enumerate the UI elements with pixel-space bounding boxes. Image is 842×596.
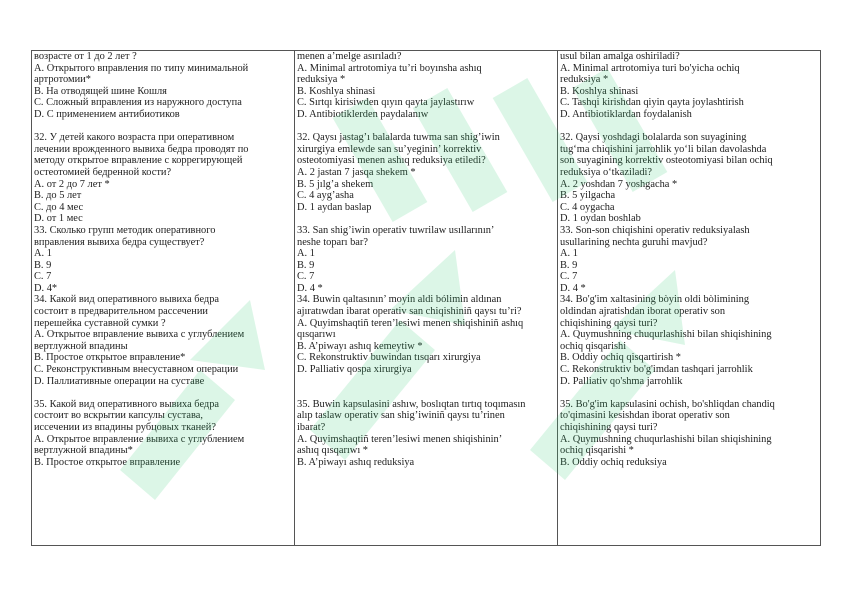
text-line: chiqishining qaysi turi? bbox=[560, 422, 658, 433]
text-line: А. 1 bbox=[34, 248, 52, 260]
text-line: reduksiya * bbox=[297, 74, 346, 86]
text-line: C. 4 oygacha bbox=[560, 201, 615, 213]
text-line: qısqarıwı bbox=[297, 329, 336, 341]
text-line: to'qimasini kesishdan iborat operativ son bbox=[560, 410, 730, 422]
text-line: 34. Какой вид оперативного вывиха бедра bbox=[34, 294, 220, 306]
text-line: oldindan ajratishdan iborat operativ son bbox=[560, 306, 726, 318]
column-uzbek-text bbox=[560, 51, 818, 545]
question-table bbox=[31, 50, 821, 546]
text-line: A. Quyimshaqtiñ teren’lesiwi menen shiqishinin’ bbox=[297, 433, 503, 445]
text-line: ajıratıwdan ibarat operativ san chiqishiniñ qaysı tu’ri? bbox=[297, 306, 522, 318]
text-line bbox=[34, 121, 292, 133]
text-line: ashıq qısqarıwı * bbox=[297, 445, 368, 457]
text-line: 32. Qaysı jastag’ı balalarda tuwma san shig’iwin bbox=[297, 132, 500, 144]
text-line: B. Oddiy ochiq reduksiya bbox=[560, 456, 667, 468]
text-line: артротомии* bbox=[34, 74, 91, 86]
text-line bbox=[560, 121, 818, 133]
text-line: B. Koshlya shinasi bbox=[560, 85, 639, 97]
text-line: B. A’piwayı ashıq kemeytiw * bbox=[297, 340, 423, 352]
text-line: usul bilan amalga oshiriladi? bbox=[560, 51, 680, 62]
text-line: D. от 1 мес bbox=[34, 213, 83, 225]
text-line: D. Palliativ qo'shma jarrohlik bbox=[560, 375, 683, 387]
text-line: B. Koshlya shinasi bbox=[297, 85, 376, 97]
text-line: возрасте от 1 до 2 лет ? bbox=[34, 51, 137, 62]
text-line: A. Quymushning chuqurlashishi bilan shiqishining bbox=[560, 433, 772, 445]
text-line: остеотомией бедренной кости? bbox=[34, 166, 172, 178]
text-line: D. Паллиативные операции на суставе bbox=[34, 375, 205, 387]
text-line: В. Простое открытое вправление bbox=[34, 456, 181, 468]
text-line: 35. Какой вид оперативного вывиха бедра bbox=[34, 398, 220, 410]
text-line: лечении врожденного вывиха бедра проводят по bbox=[34, 143, 249, 155]
text-line: D. 1 oydan boshlab bbox=[560, 213, 641, 225]
text-line: B. 9 bbox=[560, 259, 578, 271]
text-line: 34. Bo'g'im xaltasining bòyin oldi bòlimining bbox=[560, 294, 750, 306]
text-line: A. Quymushning chuqurlashishi bilan shiqishining bbox=[560, 329, 772, 341]
text-line: ochiq qisqarishi * bbox=[560, 445, 634, 457]
text-line: C. 7 bbox=[297, 271, 315, 283]
text-line: C. Rekonstruktiv buwindan tısqarı xirurgiya bbox=[297, 352, 481, 364]
text-line: вертлужной впадины bbox=[34, 340, 128, 352]
text-line: 32. Qaysi yoshdagi bolalarda son suyagining bbox=[560, 132, 747, 144]
text-line: D. Palliativ qospa xirurgiya bbox=[297, 364, 412, 376]
text-line: С. до 4 мес bbox=[34, 201, 84, 213]
text-line bbox=[297, 387, 555, 399]
text-line: menen a’melge asırıladı? bbox=[297, 51, 402, 62]
text-line bbox=[560, 387, 818, 399]
text-line: В. до 5 лет bbox=[34, 190, 82, 202]
text-line: reduksiya * bbox=[560, 74, 609, 86]
text-line: A. 1 bbox=[297, 248, 315, 260]
text-line: 32. У детей какого возраста при оперативном bbox=[34, 132, 235, 144]
text-line: С. Сложный вправления из наружного доступа bbox=[34, 97, 242, 109]
text-line: A. Minimal artrotomiya turi bo'yicha ochiq bbox=[560, 62, 740, 74]
text-line: В. Простое открытое вправление* bbox=[34, 352, 186, 364]
column-karakalpak bbox=[295, 51, 558, 546]
text-line: chiqishining qaysi turi? bbox=[560, 317, 658, 329]
text-line: 35. Bo'g'im kapsulasini ochish, bo'shliqdan chandiq bbox=[560, 398, 775, 410]
text-line: C. 4 ayg’asha bbox=[297, 190, 354, 202]
text-line: B. A’piwayı ashıq reduksiya bbox=[297, 456, 415, 468]
text-line: reduksiya o‘tkaziladi? bbox=[560, 166, 653, 178]
text-line: 35. Buwin kapsulasini ashıw, boslıqtan tırtıq toqımasın bbox=[297, 398, 526, 410]
text-line: D. 4 * bbox=[297, 282, 323, 294]
text-line: вертлужной впадины* bbox=[34, 445, 133, 457]
text-line: вправления вывиха бедра существует? bbox=[34, 236, 205, 248]
text-line: ochiq qisqarishi bbox=[560, 340, 627, 352]
text-line bbox=[34, 387, 292, 399]
column-russian bbox=[32, 51, 295, 546]
text-line: A. Minimal artrotomiya tu’ri boyınsha ashıq bbox=[297, 62, 482, 74]
text-line bbox=[297, 376, 555, 388]
text-line: A. 1 bbox=[560, 248, 578, 260]
text-line: D. Antibiotiklardan foydalanish bbox=[560, 108, 692, 120]
text-line: В. 9 bbox=[34, 259, 52, 271]
text-line: 33. Son-son chiqishini operativ reduksiyalash bbox=[560, 224, 750, 236]
text-line: D. Antibiotiklerden paydalanıw bbox=[297, 108, 429, 120]
text-line: С. Реконструктивным внесуставном операции bbox=[34, 364, 239, 376]
text-line: 33. Сколько групп методик оперативного bbox=[34, 224, 216, 236]
text-line: alıp taslaw operativ san shig’iwiniñ qaysı tu’rinen bbox=[297, 410, 505, 422]
text-line: перешейка суставной сумки ? bbox=[34, 317, 166, 329]
text-line: ibarat? bbox=[297, 422, 326, 433]
text-line: C. Rekonstruktiv bo'g'imdan tashqari jarrohlik bbox=[560, 364, 753, 376]
text-line: B. 5 yilgacha bbox=[560, 190, 616, 202]
text-line: B. 5 jılg’a shekem bbox=[297, 178, 374, 190]
text-line: A. Quyimshaqtiñ teren’lesiwi menen shiqishiniñ ashıq bbox=[297, 317, 524, 329]
text-line: состоит в предварительном рассечении bbox=[34, 306, 208, 318]
table-row bbox=[32, 51, 821, 546]
text-line: 34. Buwin qaltasının’ moyin aldi bólimin aldınan bbox=[297, 294, 502, 306]
text-line: C. 7 bbox=[560, 271, 578, 283]
text-line: B. 9 bbox=[297, 259, 315, 271]
text-line: А. Открытое вправление вывиха с углублением bbox=[34, 329, 245, 341]
column-russian-text bbox=[34, 51, 292, 545]
text-line: son suyagining korrektiv osteotomiyasi bilan ochiq bbox=[560, 155, 773, 167]
column-uzbek bbox=[558, 51, 821, 546]
text-line: neshe toparı bar? bbox=[297, 236, 368, 248]
text-line: D. С применением антибиотиков bbox=[34, 108, 180, 120]
text-line bbox=[297, 213, 555, 225]
text-line: D. 4 * bbox=[560, 282, 586, 294]
text-line: xirurgiya emlewde san su’yeginin’ korrektiv bbox=[297, 143, 482, 155]
text-line: D. 4* bbox=[34, 282, 58, 294]
text-line: С. 7 bbox=[34, 271, 52, 283]
text-line: В. На отводящей шине Кошля bbox=[34, 85, 167, 97]
text-line: C. Sırtqı kirisiwden qıyın qayta jaylastırıw bbox=[297, 97, 475, 109]
text-line: иссечении из впадины рубцовых тканей? bbox=[34, 422, 216, 433]
text-line: B. Oddiy ochiq qisqartirish * bbox=[560, 352, 681, 364]
text-line: tug‘ma chiqishini jarrohlik yo‘li bilan davolashda bbox=[560, 143, 767, 155]
text-line: A. 2 jastan 7 jasqa shekem * bbox=[297, 166, 416, 178]
text-line: D. 1 aydan baslap bbox=[297, 201, 372, 213]
text-line: А. Открытого вправления по типу минимальной bbox=[34, 62, 249, 74]
text-line: C. Tashqi kirishdan qiyin qayta joylashtirish bbox=[560, 97, 744, 109]
text-line: A. 2 yoshdan 7 yoshgacha * bbox=[560, 178, 678, 190]
text-line: А. от 2 до 7 лет * bbox=[34, 178, 110, 190]
text-line: 33. San shig’iwin operativ tuwrilaw usıllarının’ bbox=[297, 224, 495, 236]
text-line: А. Открытое вправление вывиха с углублением bbox=[34, 433, 245, 445]
text-line: usullarining nechta guruhi mavjud? bbox=[560, 236, 708, 248]
text-line: osteotomiyasi menen ashıq reduksiya etiledi? bbox=[297, 155, 486, 167]
text-line bbox=[297, 121, 555, 133]
text-line: методу открытое вправление с коррегирующей bbox=[34, 155, 243, 167]
text-line: состоит во вскрытии капсулы сустава, bbox=[34, 410, 203, 422]
column-karakalpak-text bbox=[297, 51, 555, 545]
